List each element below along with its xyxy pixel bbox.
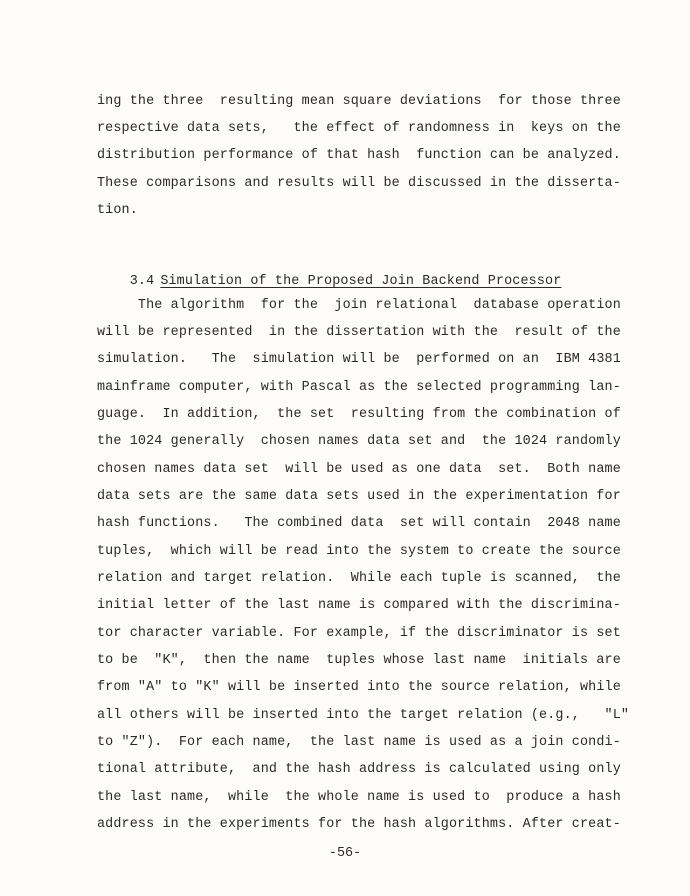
- text-line: the 1024 generally chosen names data set and the 1024 randomly: [97, 434, 621, 449]
- text-line: tor character variable. For example, if the discriminator is set: [97, 626, 621, 641]
- text-line: respective data sets, the effect of randomness in keys on the: [97, 121, 621, 136]
- section-title: Simulation of the Proposed Join Backend Processor: [160, 274, 562, 289]
- text-line: initial letter of the last name is compared with the discrimina-: [97, 598, 621, 613]
- text-line: hash functions. The combined data set will contain 2048 name: [97, 516, 621, 531]
- text-line: address in the experiments for the hash algorithms. After creat-: [97, 817, 621, 832]
- text-line: data sets are the same data sets used in the experimentation for: [97, 489, 621, 504]
- text-line: tuples, which will be read into the system to create the source: [97, 544, 621, 559]
- text-line: from "A" to "K" will be inserted into the source relation, while: [97, 680, 621, 695]
- section-number: 3.4: [129, 274, 155, 289]
- text-line: the last name, while the whole name is used to produce a hash: [97, 790, 621, 805]
- text-line: The algorithm for the join relational database operation: [97, 298, 621, 313]
- page-number: -56-: [328, 846, 362, 861]
- text-line: all others will be inserted into the target relation (e.g., "L": [97, 708, 630, 723]
- text-line: guage. In addition, the set resulting from the combination of: [97, 407, 621, 422]
- text-line: will be represented in the dissertation with the result of the: [97, 325, 621, 340]
- text-line: These comparisons and results will be discussed in the disserta-: [97, 176, 621, 191]
- text-line: to "Z"). For each name, the last name is used as a join condi-: [97, 735, 621, 750]
- text-line: tion.: [97, 203, 138, 218]
- text-line: mainframe computer, with Pascal as the selected programming lan-: [97, 380, 621, 395]
- text-line: chosen names data set will be used as one data set. Both name: [97, 462, 621, 477]
- text-line: tional attribute, and the hash address is calculated using only: [97, 762, 621, 777]
- text-line: distribution performance of that hash function can be analyzed.: [97, 148, 621, 163]
- text-line: to be "K", then the name tuples whose last name initials are: [97, 653, 621, 668]
- text-line: relation and target relation. While each tuple is scanned, the: [97, 571, 621, 586]
- text-line: simulation. The simulation will be performed on an IBM 4381: [97, 352, 621, 367]
- text-line: ing the three resulting mean square deviations for those three: [97, 94, 621, 109]
